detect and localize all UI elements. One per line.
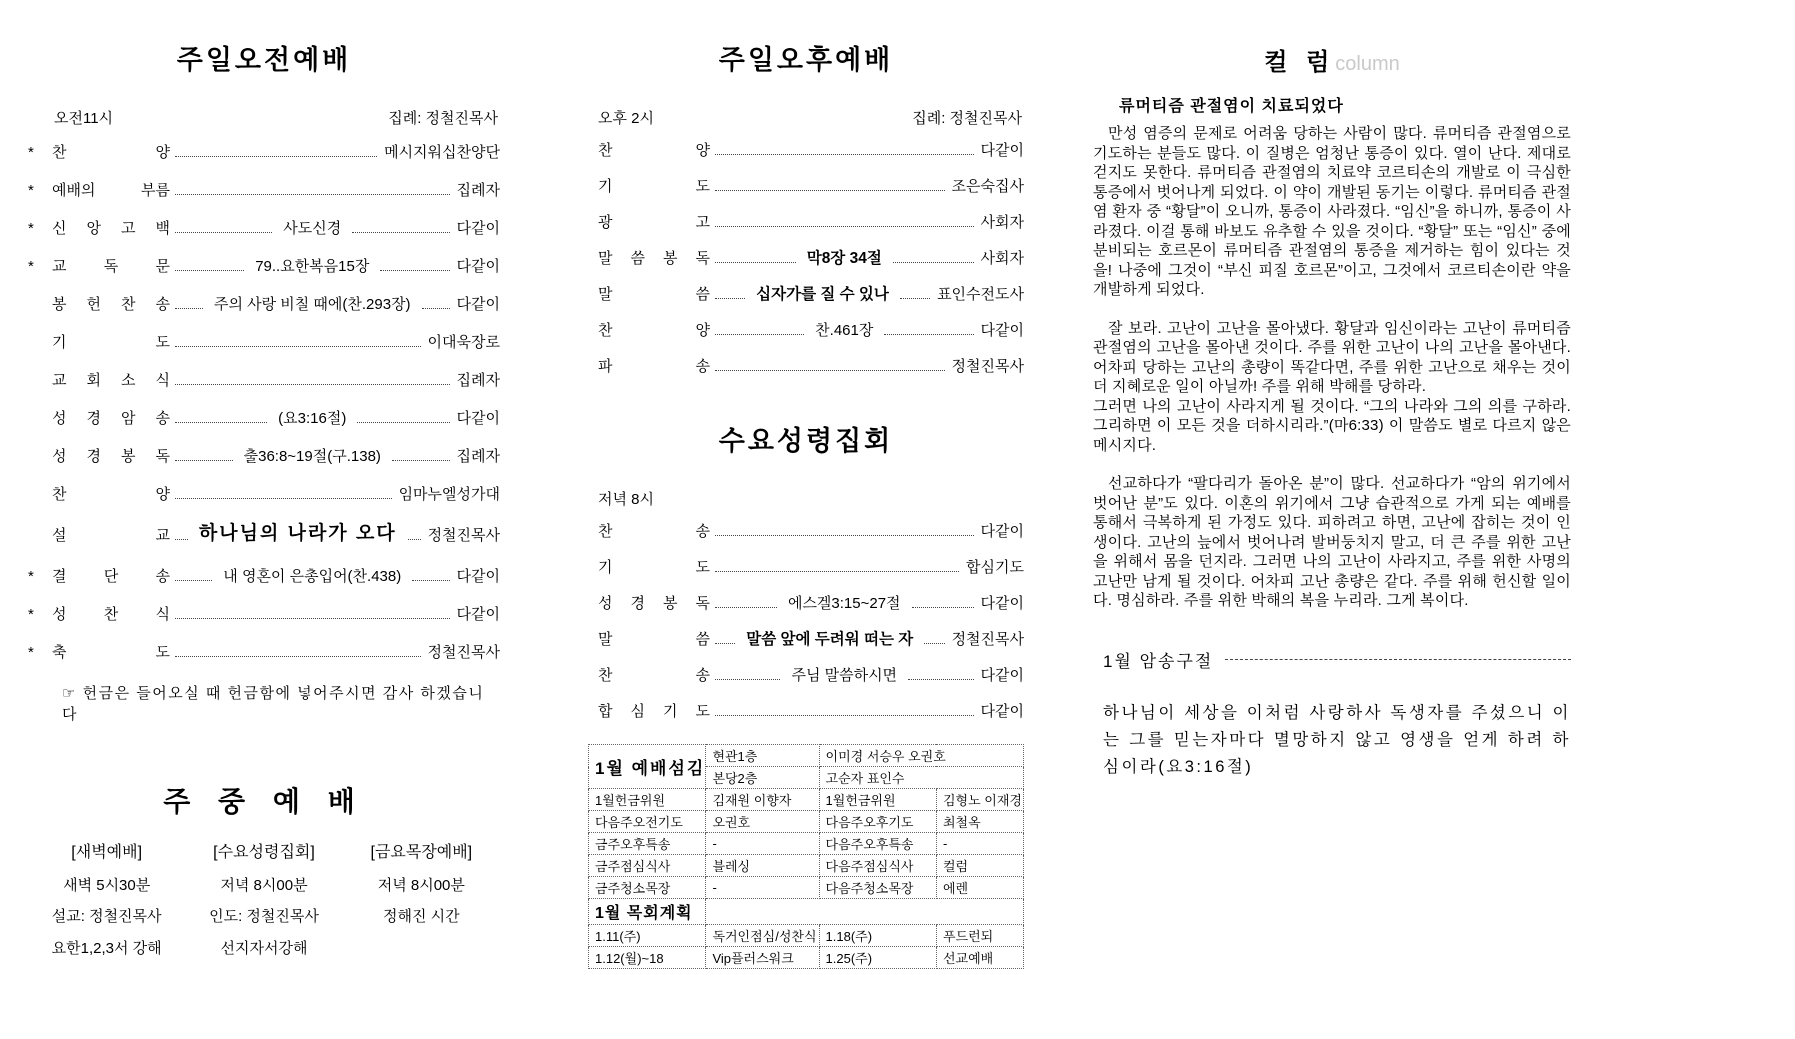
service-item-row — [28, 296, 500, 313]
dotted-leader — [175, 345, 421, 347]
service-item-content: 주님 말씀하시면 — [791, 667, 898, 684]
right-page-column — [1093, 42, 1571, 781]
dawn-service-block — [28, 836, 185, 964]
service-item-label: 성 찬 식 — [52, 606, 170, 623]
wednesday-meeting-list — [588, 523, 1024, 720]
service-item-row — [28, 258, 500, 275]
standing-mark: * — [28, 606, 34, 623]
service-item-row — [598, 322, 1024, 339]
friday-service-time: 저녁 8시00분 — [377, 876, 465, 894]
standing-mark: * — [28, 144, 34, 161]
service-item-person: 다같이 — [456, 568, 501, 585]
table-cell: 이미경 서승우 오권호 — [819, 745, 1023, 767]
table-cell: 블레싱 — [706, 855, 819, 877]
service-item-row — [598, 559, 1024, 576]
column-paragraph: 그러면 나의 고난이 사라지게 될 것이다. “그의 나라와 그의 의를 구하라. 그리하면 이 모든 것을 더하시리라.”(마6:33) 이 말씀도 별로 다르지 않은 메시지다. — [1093, 397, 1571, 454]
service-item-person: 다같이 — [456, 410, 500, 427]
dotted-leader — [175, 617, 450, 619]
wednesday-service-leader: 인도: 정철진목사 — [209, 908, 319, 926]
table-cell: 금주청소목장 — [589, 877, 706, 899]
dawn-service-topic: 요한1,2,3서 강해 — [51, 939, 162, 957]
service-item-label: 기 도 — [598, 559, 710, 576]
table-cell: 최철옥 — [936, 811, 1023, 833]
table-cell: Vip플러스워크 — [706, 947, 819, 969]
table-cell: 다음주점심식사 — [819, 855, 936, 877]
service-item-label: 말 씀 — [598, 286, 710, 303]
service-item-person: 표인수전도사 — [937, 286, 1025, 303]
column-paragraph: 선교하다가 “팔다리가 돌아온 분”이 많다. 선교하다가 “암의 위기에서 벗어난 분”도 있다. 이혼의 위기에서 그냥 습관적으로 가게 되는 예배를 통해서 극복하게 된 가정도 있다. 피하려고 하면, 고난에 잡히는 것이 인생이다. 고난의 늪에서 벗어나려 발버둥치지 말고, 더 큰 주를 위한 고난을 위해서 몸을 던지라. 그러면 나의 고난이 사라지고, 주를 위한 사명의 고난만 남게 될 것이다. 어차피 고난 총량은 같다. 주를 위해 헌신할 일이다. 명심하라. 주를 위한 박해의 복을 누리라. 그게 복이다. — [1093, 475, 1571, 609]
table-row — [589, 877, 1024, 899]
memory-verse-text: 하나님이 세상을 이처럼 사랑하사 독생자를 주셨으니 이는 그를 믿는자마다 멸망하지 않고 영생을 얻게 하려 하심이라(요3:16절) — [1103, 703, 1571, 776]
dawn-service-time: 새벽 5시30분 — [63, 876, 151, 894]
dotted-leader — [912, 606, 974, 608]
column-paragraph: 잘 보라. 고난이 고난을 몰아냈다. 황달과 임신이라는 고난이 류머티즘 관절염의 고난을 몰아낸 것이다. 주를 위한 고난이 나의 고난을 몰아낸다. 어차피 당하는 고난의 총량이 똑같다면, 주를 위한 고난으로 채우는 것이 더 지혜로운 일이 아닐까! 주를 위해 박해를 당하라. — [1093, 319, 1571, 395]
table-row — [589, 855, 1024, 877]
dotted-leader — [175, 383, 450, 385]
service-item-label: 기 도 — [52, 334, 170, 351]
dotted-leader — [392, 459, 450, 461]
dotted-leader — [175, 155, 377, 157]
dotted-leader — [900, 297, 930, 299]
dotted-leader — [715, 606, 777, 608]
service-item-row — [28, 144, 500, 161]
dotted-leader — [715, 261, 796, 263]
service-item-row — [598, 631, 1024, 648]
service-item-row — [28, 524, 500, 544]
service-item-person: 다같이 — [456, 296, 501, 313]
table-cell: - — [706, 833, 819, 855]
dotted-leader — [412, 579, 449, 581]
wednesday-service-time: 저녁 8시00분 — [220, 876, 308, 894]
service-item-label: 찬 송 — [598, 667, 710, 684]
table-row — [589, 947, 1024, 969]
table-row — [589, 925, 1024, 947]
service-item-person: 다같이 — [980, 703, 1024, 720]
dotted-leader — [884, 333, 973, 335]
table-cell: 컬럼 — [936, 855, 1023, 877]
dotted-leader — [175, 421, 267, 423]
service-item-row — [598, 703, 1024, 720]
standing-mark: * — [28, 568, 34, 585]
service-item-person: 집례자 — [456, 182, 500, 199]
column-subtitle: 류머티즘 관절염이 치료되었다 — [1119, 98, 1344, 115]
service-item-row — [28, 606, 500, 623]
service-item-label: 교 독 문 — [52, 258, 170, 275]
table-cell: 다음주오후기도 — [819, 811, 936, 833]
morning-service-list — [28, 144, 500, 661]
dotted-leader — [352, 231, 449, 233]
middle-page-column — [588, 38, 1024, 969]
column-title — [1093, 42, 1571, 77]
service-item-row — [28, 644, 500, 661]
wednesday-meeting-header — [598, 488, 1022, 509]
dotted-leader — [715, 534, 974, 536]
table-cell: 고순자 표인수 — [819, 767, 1023, 789]
table-cell: 김재원 이향자 — [706, 789, 819, 811]
service-item-row — [598, 142, 1024, 159]
table-row — [589, 745, 1024, 767]
service-item-row — [598, 358, 1024, 375]
service-item-label: 축 도 — [52, 644, 170, 661]
dotted-leader — [175, 655, 421, 657]
dotted-leader — [175, 269, 244, 271]
dotted-leader — [715, 153, 974, 155]
table-cell: 오권호 — [706, 811, 819, 833]
dotted-leader — [715, 714, 974, 716]
service-item-person: 이대욱장로 — [427, 334, 500, 351]
service-item-label: 찬 양 — [52, 144, 170, 161]
table-cell: 선교예배 — [936, 947, 1023, 969]
morning-service-title: 주일오전예배 — [176, 45, 352, 75]
service-item-person: 집례자 — [456, 448, 500, 465]
table-cell: 푸드런되 — [936, 925, 1023, 947]
table-row — [589, 833, 1024, 855]
service-item-content: 찬.461장 — [815, 322, 874, 339]
table-cell: - — [936, 833, 1023, 855]
dotted-leader — [715, 642, 735, 644]
table-cell: 다음주청소목장 — [819, 877, 936, 899]
service-item-content: 출36:8~19절(구.138) — [243, 448, 381, 465]
dotted-leader — [924, 642, 944, 644]
standing-mark: * — [28, 644, 34, 661]
friday-service-head: [금요목장예배] — [370, 844, 473, 861]
left-page-column — [28, 38, 500, 964]
service-leader: 집례: 정철진목사 — [912, 110, 1022, 127]
wednesday-service-topic: 선지자서강해 — [220, 939, 308, 957]
table-cell: 1.25(주) — [819, 947, 936, 969]
dotted-leader — [893, 261, 974, 263]
service-item-label: 광 고 — [598, 214, 710, 231]
service-item-content: 막8장 34절 — [806, 250, 882, 267]
dotted-leader — [422, 307, 450, 309]
column-paragraph: 만성 염증의 문제로 어려움 당하는 사람이 많다. 류머티즘 관절염으로 기도하는 분들도 많다. 이 질병은 엄청난 통증이 있다. 열이 난다. 제대로 걷지도 못한다. 류머티즘 관절염의 치료약 코르티손의 개발로 이 극심한 통증에서 벗어나게 되었다. 이 약이 개발된 동기는 이렇다. 류머티즘 관절염 환자 중 “황달”이 오니까, 통증이 사라졌다. “임신”을 하니까, 통증이 사라졌다. 이걸 통해 바보도 유추할 수 있을 것이다. “황달” 또는 “임신” 중에 분비되는 호르몬이 류머티즘 관절염의 통증을 제거하는 힘이 있다는 것을! 나중에 그것이 “부신 피질 호르몬”이고, 그것에서 코르티손이란 약을 개발하게 되었다. — [1093, 125, 1571, 298]
service-time: 저녁 8시 — [598, 491, 654, 508]
weekday-services-section — [28, 780, 500, 964]
service-item-label: 찬 양 — [598, 322, 710, 339]
service-item-row — [598, 523, 1024, 540]
serving-schedule-table — [588, 744, 1024, 969]
service-item-label: 말 씀 봉 독 — [598, 250, 710, 267]
service-item-content: 내 영혼이 은총입어(찬.438) — [223, 568, 402, 585]
dotted-leader — [175, 307, 203, 309]
service-item-label: 교 회 소 식 — [52, 372, 170, 389]
table-cell: 1월헌금위원 — [819, 789, 936, 811]
table-cell: 본당2층 — [706, 767, 819, 789]
dotted-leader — [715, 297, 745, 299]
service-item-row — [598, 595, 1024, 612]
table-row — [589, 789, 1024, 811]
service-item-person: 다같이 — [980, 523, 1024, 540]
offering-notice: ☞ 헌금은 들어오실 때 헌금함에 넣어주시면 감사 하겠습니다 — [62, 685, 485, 723]
dotted-leader — [908, 678, 973, 680]
column-title-korean: 컬 럼 — [1264, 49, 1336, 76]
service-item-row — [28, 334, 500, 351]
service-item-person: 정철진목사 — [427, 644, 500, 661]
service-item-person: 사회자 — [980, 250, 1025, 267]
wednesday-service-head: [수요성령집회] — [213, 844, 315, 861]
memory-verse-heading — [1103, 647, 1571, 672]
dotted-leader — [357, 421, 449, 423]
service-item-row — [598, 286, 1024, 303]
standing-mark: * — [28, 258, 34, 275]
table-cell: 다음주오전기도 — [589, 811, 706, 833]
service-item-row — [598, 250, 1024, 267]
service-item-person: 다같이 — [456, 258, 501, 275]
memory-verse-title: 1월 암송구절 — [1103, 651, 1214, 671]
dotted-leader — [175, 538, 188, 540]
weekday-services-title: 주 중 예 배 — [163, 786, 365, 817]
table-cell: 1.18(주) — [819, 925, 936, 947]
service-item-row — [598, 178, 1024, 195]
dotted-leader — [175, 579, 212, 581]
service-item-label: 합 심 기 도 — [598, 703, 710, 720]
service-item-label: 성 경 봉 독 — [52, 448, 170, 465]
friday-service-note: 정해진 시간 — [383, 908, 460, 926]
service-leader: 집례: 정철진목사 — [388, 110, 498, 127]
wednesday-meeting-title: 수요성령집회 — [718, 426, 894, 456]
table-cell: 금주점심식사 — [589, 855, 706, 877]
service-item-label: 신 앙 고 백 — [52, 220, 170, 237]
service-item-label: 파 송 — [598, 358, 710, 375]
service-item-content: 주의 사랑 비칠 때에(찬.293장) — [213, 296, 411, 313]
table-cell: 1월헌금위원 — [589, 789, 706, 811]
empty-cell — [706, 899, 1024, 925]
dotted-leader — [175, 193, 450, 195]
service-item-person: 다같이 — [980, 667, 1024, 684]
table-section-header: 1월 목회계획 — [589, 899, 706, 925]
dawn-service-preacher: 설교: 정철진목사 — [51, 908, 162, 926]
morning-service-header — [54, 107, 498, 128]
service-item-label: 설 교 — [52, 527, 170, 544]
wednesday-service-block — [185, 836, 342, 964]
dawn-service-head: [새벽예배] — [71, 844, 143, 861]
service-item-label: 봉 헌 찬 송 — [52, 296, 170, 313]
table-cell: 금주오후특송 — [589, 833, 706, 855]
table-cell: 1.11(주) — [589, 925, 706, 947]
service-time: 오후 2시 — [598, 110, 654, 127]
standing-mark: * — [28, 182, 34, 199]
table-cell: 현관1층 — [706, 745, 819, 767]
service-item-row — [28, 410, 500, 427]
service-item-person: 정철진목사 — [427, 527, 501, 544]
standing-mark: * — [28, 220, 34, 237]
service-item-content: 79..요한복음15장 — [255, 258, 370, 275]
dotted-leader — [380, 269, 449, 271]
service-item-person: 다같이 — [980, 142, 1024, 159]
table-cell: - — [706, 877, 819, 899]
dotted-leader — [715, 189, 945, 191]
service-item-row — [28, 486, 500, 503]
dotted-leader — [175, 459, 233, 461]
service-item-content: (요3:16절) — [278, 410, 347, 427]
dotted-leader — [175, 497, 392, 499]
wednesday-meeting-section — [588, 419, 1024, 720]
service-item-person: 합심기도 — [966, 559, 1024, 576]
service-item-person: 집례자 — [456, 372, 500, 389]
service-item-content: 말씀 앞에 두려워 떠는 자 — [746, 631, 914, 648]
service-item-content: 에스겔3:15~27절 — [787, 595, 901, 612]
service-item-row — [28, 372, 500, 389]
service-item-label: 예배의 부름 — [52, 182, 170, 199]
service-item-row — [28, 220, 500, 237]
service-item-content: 십자가를 질 수 있나 — [756, 286, 889, 303]
table-cell: 1.12(월)~18 — [589, 947, 706, 969]
afternoon-service-list — [588, 142, 1024, 375]
table-cell: 에렌 — [936, 877, 1023, 899]
service-item-person: 다같이 — [456, 220, 501, 237]
dotted-leader — [715, 570, 959, 572]
service-item-row — [28, 182, 500, 199]
service-item-label: 성 경 봉 독 — [598, 595, 710, 612]
table-cell: 독거인점심/성찬식 — [706, 925, 819, 947]
dotted-leader — [175, 231, 272, 233]
dotted-leader — [715, 225, 974, 227]
service-item-label: 기 도 — [598, 178, 710, 195]
service-item-person: 임마누엘성가대 — [398, 486, 500, 503]
horizontal-rule — [1225, 659, 1571, 660]
table-row — [589, 899, 1024, 925]
afternoon-service-title: 주일오후예배 — [718, 45, 894, 75]
service-item-person: 다같이 — [980, 595, 1024, 612]
dotted-leader — [715, 678, 780, 680]
weekday-services-columns — [28, 836, 500, 964]
service-item-label: 말 씀 — [598, 631, 710, 648]
service-time: 오전11시 — [54, 110, 114, 127]
service-item-content: 하나님의 나라가 오다 — [198, 523, 397, 544]
service-item-content: 사도신경 — [283, 220, 342, 237]
table-cell: 김형노 이재경 — [936, 789, 1023, 811]
table-row — [589, 811, 1024, 833]
service-item-person: 정철진목사 — [951, 631, 1025, 648]
table-section-header: 1월 예배섬김 — [589, 745, 706, 789]
service-item-label: 찬 양 — [598, 142, 710, 159]
service-item-row — [28, 568, 500, 585]
service-item-label: 찬 송 — [598, 523, 710, 540]
service-item-person: 조은숙집사 — [951, 178, 1024, 195]
service-item-person: 사회자 — [980, 214, 1024, 231]
dotted-leader — [715, 369, 945, 371]
dotted-leader — [408, 538, 421, 540]
service-item-person: 정철진목사 — [951, 358, 1024, 375]
service-item-label: 성 경 암 송 — [52, 410, 170, 427]
column-title-english: column — [1335, 53, 1400, 75]
afternoon-service-header — [598, 107, 1022, 128]
dotted-leader — [715, 333, 804, 335]
service-item-row — [28, 448, 500, 465]
service-item-person: 다같이 — [980, 322, 1025, 339]
service-item-label: 찬 양 — [52, 486, 170, 503]
service-item-person: 다같이 — [456, 606, 500, 623]
service-item-row — [598, 214, 1024, 231]
table-cell: 다음주오후특송 — [819, 833, 936, 855]
friday-service-block — [343, 836, 500, 964]
service-item-row — [598, 667, 1024, 684]
service-item-person: 메시지워십찬양단 — [384, 144, 500, 161]
service-item-label: 결 단 송 — [52, 568, 170, 585]
column-body — [1093, 124, 1571, 611]
